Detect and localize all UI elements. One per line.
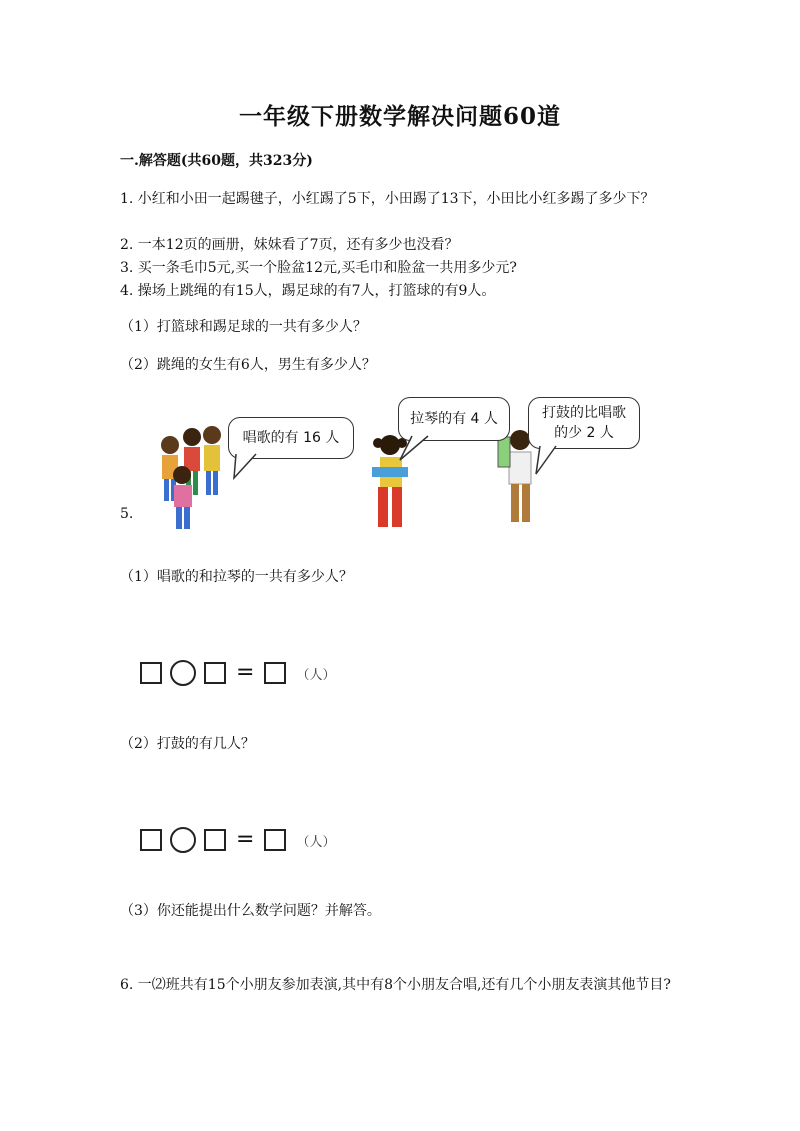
operator-circle[interactable] [170,827,196,853]
result-box[interactable] [264,662,286,684]
unit-label: （人） [296,834,336,850]
question-5-part-2: （2）打鼓的有几人？ [120,736,255,752]
question-5-number: 5. [120,506,134,522]
equals-sign: = [236,827,255,852]
page-title: 一年级下册数学解决问题60道 [238,103,561,130]
speech-bubble-drum: 打鼓的比唱歌的少 2 人 [528,397,640,449]
answer-box[interactable] [140,829,162,851]
equals-sign: = [236,660,255,685]
question-4-part-2: （2）跳绳的女生有6人，男生有多少人？ [120,357,376,373]
question-5-part-3: （3）你还能提出什么数学问题？并解答。 [120,903,381,919]
bubble-tail-singing [232,452,262,482]
section-heading: 一.解答题(共60题，共323分) [120,153,313,169]
result-box[interactable] [264,829,286,851]
question-3: 3. 买一条毛巾5元,买一个脸盆12元,买毛巾和脸盆一共用多少元? [120,260,517,276]
bubble-tail-violin [398,434,432,464]
bubble-tail-drum [532,444,562,478]
operator-circle[interactable] [170,660,196,686]
unit-label: （人） [296,667,336,683]
question-1: 1. 小红和小田一起踢毽子，小红踢了5下，小田踢了13下，小田比小红多踢了多少下？ [120,191,655,207]
answer-template-1 [140,660,335,686]
answer-box[interactable] [204,662,226,684]
question-4-part-1: （1）打篮球和踢足球的一共有多少人？ [120,319,367,335]
speech-bubble-singing: 唱歌的有 16 人 [228,417,354,459]
question-4: 4. 操场上跳绳的有15人，踢足球的有7人，打篮球的有9人。 [120,283,496,299]
question-5-part-1: （1）唱歌的和拉琴的一共有多少人？ [120,569,353,585]
question-6: 6. 一⑵班共有15个小朋友参加表演,其中有8个小朋友合唱,还有几个小朋友表演其他节目? [120,977,671,993]
answer-template-2 [140,827,335,853]
drummer-boy-image [498,430,531,522]
question-2: 2. 一本12页的画册，妹妹看了7页，还有多少也没看？ [120,237,459,253]
answer-box[interactable] [140,662,162,684]
singers-group-image [161,426,221,529]
answer-box[interactable] [204,829,226,851]
speech-bubble-violin: 拉琴的有 4 人 [398,397,510,441]
